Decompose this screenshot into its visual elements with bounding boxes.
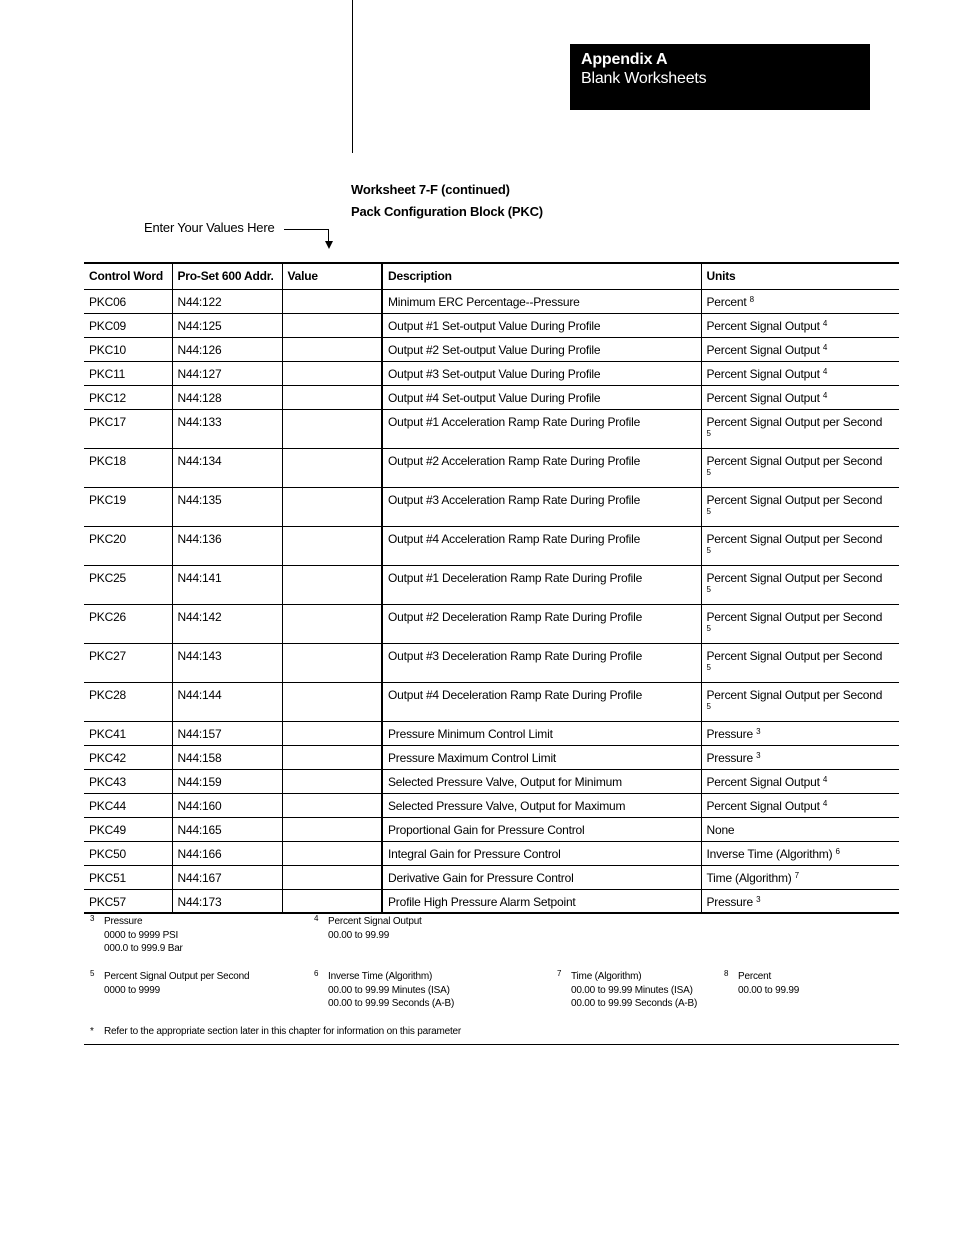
footnote-ref: 4 xyxy=(822,774,828,784)
description-cell: Output #4 Deceleration Ramp Rate During Profile xyxy=(382,682,701,721)
col-header-value: Value xyxy=(282,263,382,289)
units-text: Percent Signal Output xyxy=(706,342,820,357)
table-row xyxy=(84,841,899,865)
footnote-line: 00.00 to 99.99 xyxy=(328,929,390,941)
description-cell: Pressure Minimum Control Limit xyxy=(382,721,701,745)
worksheet-table xyxy=(84,262,899,914)
description-cell: Selected Pressure Valve, Output for Maximum xyxy=(382,793,701,817)
units-text: Time (Algorithm) xyxy=(706,870,792,885)
units-cell xyxy=(701,841,899,865)
worksheet-title-line1: Worksheet 7-F (continued) xyxy=(351,182,510,197)
table-row xyxy=(84,448,899,487)
footnote-line: 0000 to 9999 PSI xyxy=(104,929,179,941)
units-cell xyxy=(701,604,899,643)
units-cell xyxy=(701,409,899,448)
address-cell: N44:122 xyxy=(172,289,282,313)
table-row xyxy=(84,337,899,361)
table-row xyxy=(84,313,899,337)
footnote-ref: 3 xyxy=(756,726,761,736)
control-word-cell: PKC50 xyxy=(84,841,172,865)
address-cell: N44:136 xyxy=(172,526,282,565)
footnote-ref: 4 xyxy=(822,366,828,376)
units-text: Percent Signal Output per Second xyxy=(706,531,883,546)
description-cell: Derivative Gain for Pressure Control xyxy=(382,865,701,889)
footnote-ref: 5 xyxy=(706,545,711,555)
table-row xyxy=(84,487,899,526)
footnote-line: Inverse Time (Algorithm) xyxy=(328,971,433,982)
units-text: Percent Signal Output per Second xyxy=(706,648,883,663)
footnote-ref: 4 xyxy=(822,318,828,328)
units-text: Percent Signal Output per Second xyxy=(706,414,883,429)
units-text: Percent Signal Output xyxy=(706,798,820,813)
address-cell: N44:165 xyxy=(172,817,282,841)
units-text: Percent xyxy=(706,294,747,309)
description-cell: Proportional Gain for Pressure Control xyxy=(382,817,701,841)
address-cell: N44:125 xyxy=(172,313,282,337)
value-cell[interactable] xyxy=(282,385,382,409)
units-cell xyxy=(701,361,899,385)
footnote-divider xyxy=(84,1044,899,1045)
table-row xyxy=(84,817,899,841)
description-cell: Pressure Maximum Control Limit xyxy=(382,745,701,769)
value-cell[interactable] xyxy=(282,313,382,337)
control-word-cell: PKC11 xyxy=(84,361,172,385)
table-row xyxy=(84,526,899,565)
table-row xyxy=(84,289,899,313)
control-word-cell: PKC51 xyxy=(84,865,172,889)
units-cell xyxy=(701,889,899,913)
table-header-row xyxy=(84,263,899,289)
description-cell: Output #3 Acceleration Ramp Rate During Profile xyxy=(382,487,701,526)
footnote-line: Time (Algorithm) xyxy=(571,971,642,982)
footnote-line: 00.00 to 99.99 xyxy=(738,984,800,996)
footnote-line: 00.00 to 99.99 Minutes (ISA) xyxy=(328,984,450,996)
footnote-ref: 7 xyxy=(794,870,799,880)
units-text: Inverse Time (Algorithm) xyxy=(706,846,833,861)
table-row xyxy=(84,865,899,889)
table-row xyxy=(84,565,899,604)
address-cell: N44:135 xyxy=(172,487,282,526)
col-header-address: Pro-Set 600 Addr. xyxy=(172,263,282,289)
units-cell xyxy=(701,745,899,769)
control-word-cell: PKC09 xyxy=(84,313,172,337)
description-cell: Integral Gain for Pressure Control xyxy=(382,841,701,865)
footnote-number: 8 xyxy=(724,969,729,978)
units-cell xyxy=(701,721,899,745)
units-cell xyxy=(701,865,899,889)
footnote-line: 00.00 to 99.99 Seconds (A-B) xyxy=(328,998,455,1009)
units-text: Percent Signal Output per Second xyxy=(706,453,883,468)
table-row xyxy=(84,889,899,913)
address-cell: N44:127 xyxy=(172,361,282,385)
col-header-control-word: Control Word xyxy=(84,263,172,289)
description-cell: Output #3 Set-output Value During Profile xyxy=(382,361,701,385)
address-cell: N44:141 xyxy=(172,565,282,604)
value-cell[interactable] xyxy=(282,604,382,643)
value-cell[interactable] xyxy=(282,526,382,565)
footnote-ref: 6 xyxy=(835,846,840,856)
value-cell[interactable] xyxy=(282,487,382,526)
units-text: Pressure xyxy=(706,750,753,765)
control-word-cell: PKC25 xyxy=(84,565,172,604)
units-text: Percent Signal Output per Second xyxy=(706,492,883,507)
footnote-line: 00.00 to 99.99 Minutes (ISA) xyxy=(571,984,693,996)
description-cell: Output #1 Set-output Value During Profile xyxy=(382,313,701,337)
units-cell xyxy=(701,313,899,337)
control-word-cell: PKC17 xyxy=(84,409,172,448)
footnote-4 xyxy=(314,915,422,942)
units-text: None xyxy=(706,822,735,837)
footnote-line: Refer to the appropriate section later in this chapter for information on this parameter xyxy=(104,1026,462,1037)
control-word-cell: PKC57 xyxy=(84,889,172,913)
value-cell[interactable] xyxy=(282,565,382,604)
table-row xyxy=(84,682,899,721)
value-cell[interactable] xyxy=(282,721,382,745)
control-word-cell: PKC18 xyxy=(84,448,172,487)
units-cell xyxy=(701,448,899,487)
value-cell[interactable] xyxy=(282,793,382,817)
footnote-ref: 8 xyxy=(749,294,754,304)
address-cell: N44:143 xyxy=(172,643,282,682)
address-cell: N44:142 xyxy=(172,604,282,643)
footnote-number: 3 xyxy=(90,914,95,923)
appendix-header xyxy=(570,44,870,110)
footnote-7 xyxy=(557,970,697,1011)
units-cell xyxy=(701,385,899,409)
footnote-line: Pressure xyxy=(104,916,143,927)
footnote-asterisk xyxy=(90,1025,461,1039)
table-row xyxy=(84,745,899,769)
units-text: Percent Signal Output xyxy=(706,366,820,381)
description-cell: Output #1 Deceleration Ramp Rate During Profile xyxy=(382,565,701,604)
address-cell: N44:173 xyxy=(172,889,282,913)
value-cell[interactable] xyxy=(282,409,382,448)
control-word-cell: PKC20 xyxy=(84,526,172,565)
control-word-cell: PKC41 xyxy=(84,721,172,745)
control-word-cell: PKC44 xyxy=(84,793,172,817)
units-text: Percent Signal Output per Second xyxy=(706,687,883,702)
description-cell: Profile High Pressure Alarm Setpoint xyxy=(382,889,701,913)
address-cell: N44:160 xyxy=(172,793,282,817)
units-text: Percent Signal Output xyxy=(706,318,820,333)
units-text: Percent Signal Output xyxy=(706,390,820,405)
footnote-ref: 3 xyxy=(756,750,761,760)
footnote-number: 4 xyxy=(314,914,319,923)
table-row xyxy=(84,769,899,793)
footnote-line: 0000 to 9999 xyxy=(104,984,160,996)
footnote-3 xyxy=(90,915,183,956)
worksheet-title-line2: Pack Configuration Block (PKC) xyxy=(351,204,543,219)
control-word-cell: PKC26 xyxy=(84,604,172,643)
footnote-ref: 5 xyxy=(706,467,711,477)
footnote-8 xyxy=(724,970,799,997)
description-cell: Output #1 Acceleration Ramp Rate During Profile xyxy=(382,409,701,448)
footnote-line: 00.00 to 99.99 Seconds (A-B) xyxy=(571,998,698,1009)
footnote-ref: 3 xyxy=(756,894,761,904)
table-row xyxy=(84,793,899,817)
address-cell: N44:159 xyxy=(172,769,282,793)
table-row xyxy=(84,361,899,385)
footnote-ref: 5 xyxy=(706,428,711,438)
units-cell xyxy=(701,769,899,793)
value-cell[interactable] xyxy=(282,361,382,385)
footnote-ref: 5 xyxy=(706,662,711,672)
appendix-title: Appendix A xyxy=(581,51,668,68)
control-word-cell: PKC10 xyxy=(84,337,172,361)
table-row xyxy=(84,643,899,682)
value-cell[interactable] xyxy=(282,889,382,913)
description-cell: Selected Pressure Valve, Output for Minimum xyxy=(382,769,701,793)
value-cell[interactable] xyxy=(282,865,382,889)
control-word-cell: PKC49 xyxy=(84,817,172,841)
address-cell: N44:166 xyxy=(172,841,282,865)
table-row xyxy=(84,409,899,448)
table-row xyxy=(84,604,899,643)
col-header-units: Units xyxy=(701,263,899,289)
control-word-cell: PKC06 xyxy=(84,289,172,313)
value-cell[interactable] xyxy=(282,817,382,841)
units-cell xyxy=(701,793,899,817)
footnote-line: 000.0 to 999.9 Bar xyxy=(104,943,183,954)
footnote-ref: 4 xyxy=(822,342,828,352)
footnote-line: Percent Signal Output per Second xyxy=(104,971,250,982)
control-word-cell: PKC12 xyxy=(84,385,172,409)
footnote-line: Percent Signal Output xyxy=(328,916,422,927)
value-cell[interactable] xyxy=(282,769,382,793)
description-cell: Minimum ERC Percentage--Pressure xyxy=(382,289,701,313)
units-cell xyxy=(701,526,899,565)
footnote-ref: 5 xyxy=(706,701,711,711)
units-cell xyxy=(701,289,899,313)
footnote-line: Percent xyxy=(738,971,772,982)
units-text: Percent Signal Output per Second xyxy=(706,609,883,624)
description-cell: Output #2 Acceleration Ramp Rate During Profile xyxy=(382,448,701,487)
control-word-cell: PKC27 xyxy=(84,643,172,682)
footnote-asterisk-mark: * xyxy=(90,1026,94,1037)
pointer-arrow-stem xyxy=(328,229,329,241)
enter-values-label: Enter Your Values Here xyxy=(144,220,275,235)
value-cell[interactable] xyxy=(282,289,382,313)
units-text: Pressure xyxy=(706,726,753,741)
units-cell xyxy=(701,337,899,361)
control-word-cell: PKC42 xyxy=(84,745,172,769)
footnote-ref: 4 xyxy=(822,798,828,808)
units-cell xyxy=(701,682,899,721)
address-cell: N44:157 xyxy=(172,721,282,745)
units-text: Pressure xyxy=(706,894,753,909)
description-cell: Output #2 Deceleration Ramp Rate During Profile xyxy=(382,604,701,643)
footnote-5 xyxy=(90,970,249,997)
footnote-ref: 5 xyxy=(706,623,711,633)
address-cell: N44:167 xyxy=(172,865,282,889)
control-word-cell: PKC28 xyxy=(84,682,172,721)
address-cell: N44:128 xyxy=(172,385,282,409)
margin-rule xyxy=(352,0,353,153)
units-cell xyxy=(701,565,899,604)
control-word-cell: PKC19 xyxy=(84,487,172,526)
address-cell: N44:134 xyxy=(172,448,282,487)
description-cell: Output #4 Acceleration Ramp Rate During Profile xyxy=(382,526,701,565)
pointer-arrow-line xyxy=(284,229,329,230)
address-cell: N44:133 xyxy=(172,409,282,448)
footnote-6 xyxy=(314,970,454,1011)
value-cell[interactable] xyxy=(282,448,382,487)
address-cell: N44:126 xyxy=(172,337,282,361)
arrow-down-icon xyxy=(325,241,333,249)
footnote-ref: 5 xyxy=(706,584,711,594)
footnote-number: 7 xyxy=(557,969,562,978)
worksheet-title xyxy=(351,179,543,223)
footnote-number: 5 xyxy=(90,969,95,978)
units-cell xyxy=(701,643,899,682)
table-body xyxy=(84,289,899,913)
table-row xyxy=(84,385,899,409)
footnote-ref: 5 xyxy=(706,506,711,516)
description-cell: Output #2 Set-output Value During Profile xyxy=(382,337,701,361)
units-text: Percent Signal Output per Second xyxy=(706,570,883,585)
col-header-description: Description xyxy=(382,263,701,289)
units-cell xyxy=(701,817,899,841)
footnote-ref: 4 xyxy=(822,390,828,400)
value-cell[interactable] xyxy=(282,337,382,361)
description-cell: Output #4 Set-output Value During Profile xyxy=(382,385,701,409)
value-cell[interactable] xyxy=(282,745,382,769)
value-cell[interactable] xyxy=(282,682,382,721)
description-cell: Output #3 Deceleration Ramp Rate During Profile xyxy=(382,643,701,682)
units-cell xyxy=(701,487,899,526)
value-cell[interactable] xyxy=(282,841,382,865)
value-cell[interactable] xyxy=(282,643,382,682)
table-row xyxy=(84,721,899,745)
address-cell: N44:158 xyxy=(172,745,282,769)
appendix-subtitle: Blank Worksheets xyxy=(581,70,707,87)
control-word-cell: PKC43 xyxy=(84,769,172,793)
units-text: Percent Signal Output xyxy=(706,774,820,789)
address-cell: N44:144 xyxy=(172,682,282,721)
footnote-number: 6 xyxy=(314,969,319,978)
